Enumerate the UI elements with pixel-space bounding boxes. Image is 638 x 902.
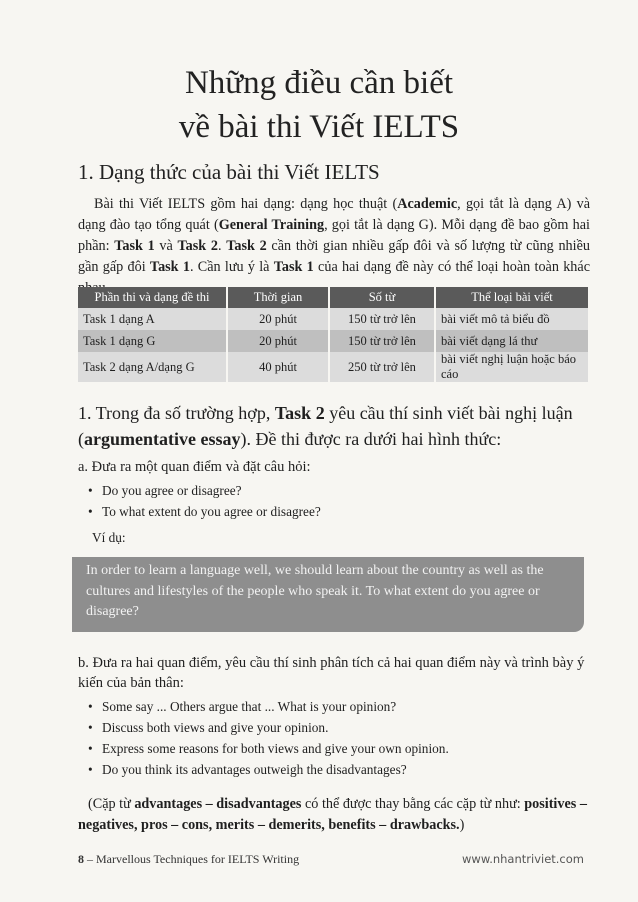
footer-left: 8 – Marvellous Techniques for IELTS Writing bbox=[78, 852, 300, 866]
subheading-b: b. Đưa ra hai quan điểm, yêu cầu thí sinh phân tích cả hai quan điểm này và trình bày ý kiến của bản thân: bbox=[78, 655, 585, 691]
page-number: 8 bbox=[78, 852, 84, 866]
table-cell: 40 phút bbox=[227, 352, 329, 382]
table-cell: 150 từ trở lên bbox=[329, 330, 435, 352]
table-cell: 20 phút bbox=[227, 308, 329, 330]
table-cell: bài viết nghị luận hoặc báo cáo bbox=[435, 352, 588, 382]
table-row bbox=[78, 352, 588, 382]
table-cell: Task 2 dạng A/dạng G bbox=[78, 352, 227, 382]
section-1-heading: 1. Dạng thức của bài thi Viết IELTS bbox=[78, 160, 380, 184]
footer-website: www.nhantriviet.com bbox=[462, 852, 584, 866]
list-item: • Do you think its advantages outweigh the disadvantages? bbox=[88, 759, 449, 780]
table-header: Số từ bbox=[329, 287, 435, 308]
list-item: • Discuss both views and give your opinion. bbox=[88, 717, 449, 738]
task-table bbox=[78, 287, 588, 382]
table-header: Thời gian bbox=[227, 287, 329, 308]
example-box: In order to learn a language well, we should learn about the country as well as the cultures and lifestyles of the people who speak it. To what extent do you agree or disagree? bbox=[72, 557, 584, 632]
table-cell: 250 từ trở lên bbox=[329, 352, 435, 382]
bullet-list-a bbox=[88, 480, 321, 522]
note-paragraph: (Cặp từ advantages – disadvantages có thể được thay bằng các cặp từ như: positives – negatives, pros – cons, merits – demerits, benefits – drawbacks.) bbox=[78, 796, 587, 833]
subheading-a: a. Đưa ra một quan điểm và đặt câu hỏi: bbox=[78, 459, 311, 475]
table-cell: 20 phút bbox=[227, 330, 329, 352]
section-2-heading: 1. Trong đa số trường hợp, Task 2 yêu cầu thí sinh viết bài nghị luận (argumentative essay). Đề thi được ra dưới hai hình thức: bbox=[78, 403, 573, 449]
title-line-2: về bài thi Viết IELTS bbox=[178, 109, 460, 145]
table-cell: bài viết mô tả biểu đồ bbox=[435, 308, 588, 330]
table-row bbox=[78, 308, 588, 330]
table-cell: bài viết dạng lá thư bbox=[435, 330, 588, 352]
table-header: Phần thi và dạng đề thi bbox=[78, 287, 227, 308]
title-line-1: Những điều cần biết bbox=[184, 65, 454, 101]
table-header: Thể loại bài viết bbox=[435, 287, 588, 308]
list-item: • Do you agree or disagree? bbox=[88, 480, 321, 501]
table-cell: Task 1 dạng G bbox=[78, 330, 227, 352]
list-item: • To what extent do you agree or disagree? bbox=[88, 501, 321, 522]
list-item: • Express some reasons for both views and give your own opinion. bbox=[88, 738, 449, 759]
table-cell: Task 1 dạng A bbox=[78, 308, 227, 330]
table-cell: 150 từ trở lên bbox=[329, 308, 435, 330]
table-row bbox=[78, 330, 588, 352]
list-item: • Some say ... Others argue that ... What is your opinion? bbox=[88, 696, 449, 717]
bullet-list-b bbox=[88, 696, 449, 780]
example-label: Ví dụ: bbox=[92, 530, 126, 545]
section-1-paragraph: Bài thi Viết IELTS gồm hai dạng: dạng học thuật (Academic, gọi tắt là dạng A) và dạng đào tạo tổng quát (General Training, gọi tắt là dạng G). Mỗi dạng đề bao gồm hai phần: Task 1 và Task 2. Task 2 cần thời gian nhiều gấp đôi và số lượng từ cũng nhiều gần gấp đôi Task 1. Cần lưu ý là Task 1 của hai dạng đề này có thể loại hoàn toàn khác bbox=[78, 196, 590, 275]
